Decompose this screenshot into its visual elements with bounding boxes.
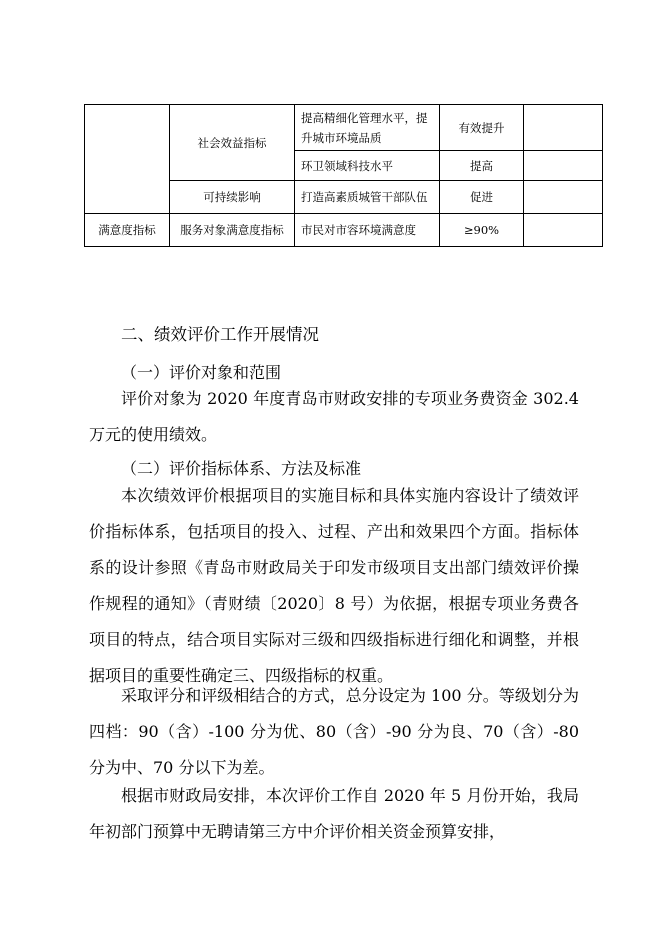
table-row bbox=[85, 105, 603, 151]
indicator-table bbox=[84, 104, 603, 247]
subsection-title: （二）评价指标体系、方法及标准 bbox=[121, 459, 362, 478]
table-cell-target: 提高 bbox=[440, 151, 524, 181]
table-cell-content: 环卫领域科技水平 bbox=[295, 151, 440, 181]
table-cell-content: 市民对市容环境满意度 bbox=[295, 214, 440, 247]
table-cell-empty bbox=[524, 214, 603, 247]
subsection-title: （一）评价对象和范围 bbox=[121, 363, 282, 382]
table-cell-target: ≥90% bbox=[440, 214, 524, 247]
table-cell-empty bbox=[85, 105, 170, 214]
paragraph: 采取评分和评级相结合的方式，总分设定为 100 分。等级划分为四档：90（含）-100 分为优、80（含）-90 分为良、70（含）-80 分为中、70 分以下为差。 bbox=[89, 686, 579, 777]
table-cell-empty bbox=[524, 151, 603, 181]
table-cell-primary-indicator: 满意度指标 bbox=[85, 214, 170, 247]
table-cell-empty bbox=[524, 105, 603, 151]
table-cell-content: 提高精细化管理水平，提升城市环境品质 bbox=[295, 105, 440, 151]
table-cell-secondary-indicator: 服务对象满意度指标 bbox=[170, 214, 295, 247]
table-cell-secondary-indicator: 社会效益指标 bbox=[170, 105, 295, 181]
table-cell-content: 打造高素质城管干部队伍 bbox=[295, 181, 440, 214]
table-cell-target: 促进 bbox=[440, 181, 524, 214]
table-cell-secondary-indicator: 可持续影响 bbox=[170, 181, 295, 214]
paragraph: 根据市财政局安排，本次评价工作自 2020 年 5 月份开始，我局年初部门预算中无聘请第三方中介评价相关资金预算安排， bbox=[89, 786, 579, 841]
paragraph: 评价对象为 2020 年度青岛市财政安排的专项业务费资金 302.4 万元的使用绩效。 bbox=[89, 389, 579, 444]
paragraph: 本次绩效评价根据项目的实施目标和具体实施内容设计了绩效评价指标体系，包括项目的投入、过程、产出和效果四个方面。指标体系的设计参照《青岛市财政局关于印发市级项目支出部门绩效评价操作规程的通知》（青财绩〔2020〕8 号）为依据，根据专项业务费各项目的特点，结合项目实际对三级和四级指标进行细化和调整，并根据项目的重要性确定三、四级指标的权重。 bbox=[89, 486, 579, 685]
table-cell-empty bbox=[524, 181, 603, 214]
table-cell-target: 有效提升 bbox=[440, 105, 524, 151]
section-heading: 二、绩效评价工作开展情况 bbox=[121, 325, 319, 344]
table-row bbox=[85, 214, 603, 247]
